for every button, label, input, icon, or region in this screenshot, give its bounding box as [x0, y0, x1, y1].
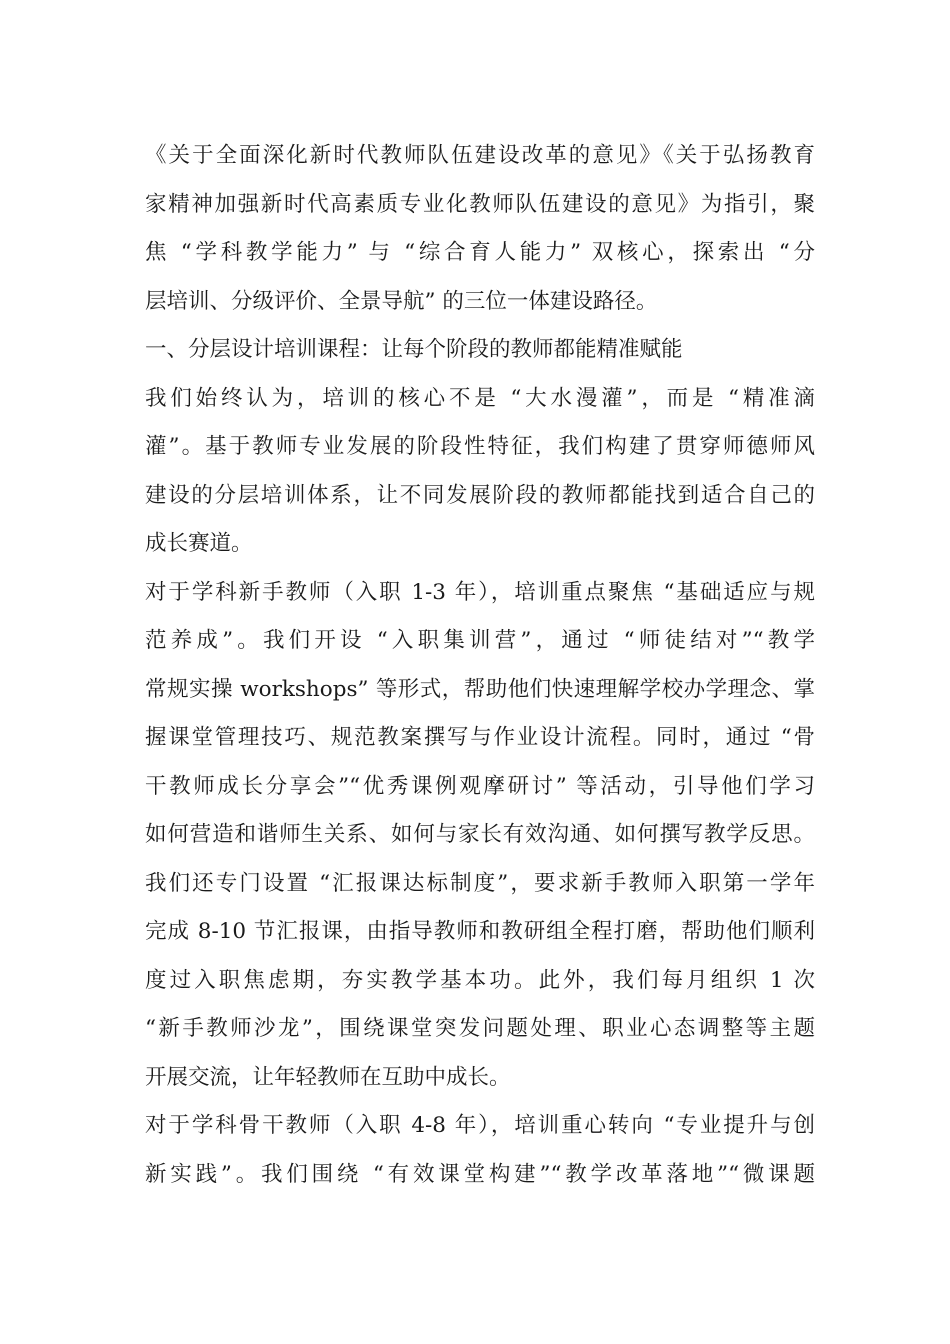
document-body	[145, 132, 815, 1199]
paragraph-line: 如何营造和谐师生关系、如何与家长有效沟通、如何撰写教学反思。	[145, 822, 815, 847]
section-heading: 一、分层设计培训课程：让每个阶段的教师都能精准赋能	[145, 337, 683, 362]
paragraph-line: 我们还专门设置 “汇报课达标制度”，要求新手教师入职第一学年	[145, 870, 815, 896]
paragraph-line: “新手教师沙龙”，围绕课堂突发问题处理、职业心态调整等主题	[145, 1016, 815, 1041]
paragraph-line: 范养成”。我们开设 “入职集训营”，通过 “师徒结对”“教学	[145, 628, 815, 653]
paragraph-line: 焦 “学科教学能力” 与 “综合育人能力” 双核心，探索出 “分	[145, 240, 815, 265]
paragraph-line: 开展交流，让年轻教师在互助中成长。	[145, 1064, 511, 1090]
paragraph-line: 家精神加强新时代高素质专业化教师队伍建设的意见》为指引，聚	[145, 191, 815, 217]
paragraph-line: 完成 8-10 节汇报课，由指导教师和教研组全程打磨，帮助他们顺利	[145, 919, 815, 944]
paragraph-line: 成长赛道。	[145, 531, 253, 556]
paragraph-line: 握课堂管理技巧、规范教案撰写与作业设计流程。同时，通过 “骨	[145, 725, 815, 750]
paragraph-line: 常规实操 workshops” 等形式，帮助他们快速理解学校办学理念、掌	[145, 676, 815, 702]
paragraph-line: 新实践”。我们围绕 “有效课堂构建”“教学改革落地”“微课题	[145, 1161, 815, 1187]
paragraph-line: 我们始终认为，培训的核心不是 “大水漫灌”，而是 “精准滴	[145, 385, 815, 411]
paragraph-line: 层培训、分级评价、全景导航” 的三位一体建设路径。	[145, 288, 658, 314]
paragraph-line: 对于学科新手教师（入职 1-3 年），培训重点聚焦 “基础适应与规	[145, 579, 815, 605]
paragraph-line: 度过入职焦虑期，夯实教学基本功。此外，我们每月组织 1 次	[145, 967, 815, 993]
paragraph-line: 干教师成长分享会”“优秀课例观摩研讨” 等活动，引导他们学习	[145, 773, 815, 799]
paragraph-line: 灌”。基于教师专业发展的阶段性特征，我们构建了贯穿师德师风	[145, 434, 815, 459]
paragraph-line: 建设的分层培训体系，让不同发展阶段的教师都能找到适合自己的	[145, 482, 815, 508]
paragraph-line: 对于学科骨干教师（入职 4-8 年），培训重心转向 “专业提升与创	[145, 1113, 815, 1138]
paragraph-line: 《关于全面深化新时代教师队伍建设改革的意见》《关于弘扬教育	[145, 143, 815, 168]
